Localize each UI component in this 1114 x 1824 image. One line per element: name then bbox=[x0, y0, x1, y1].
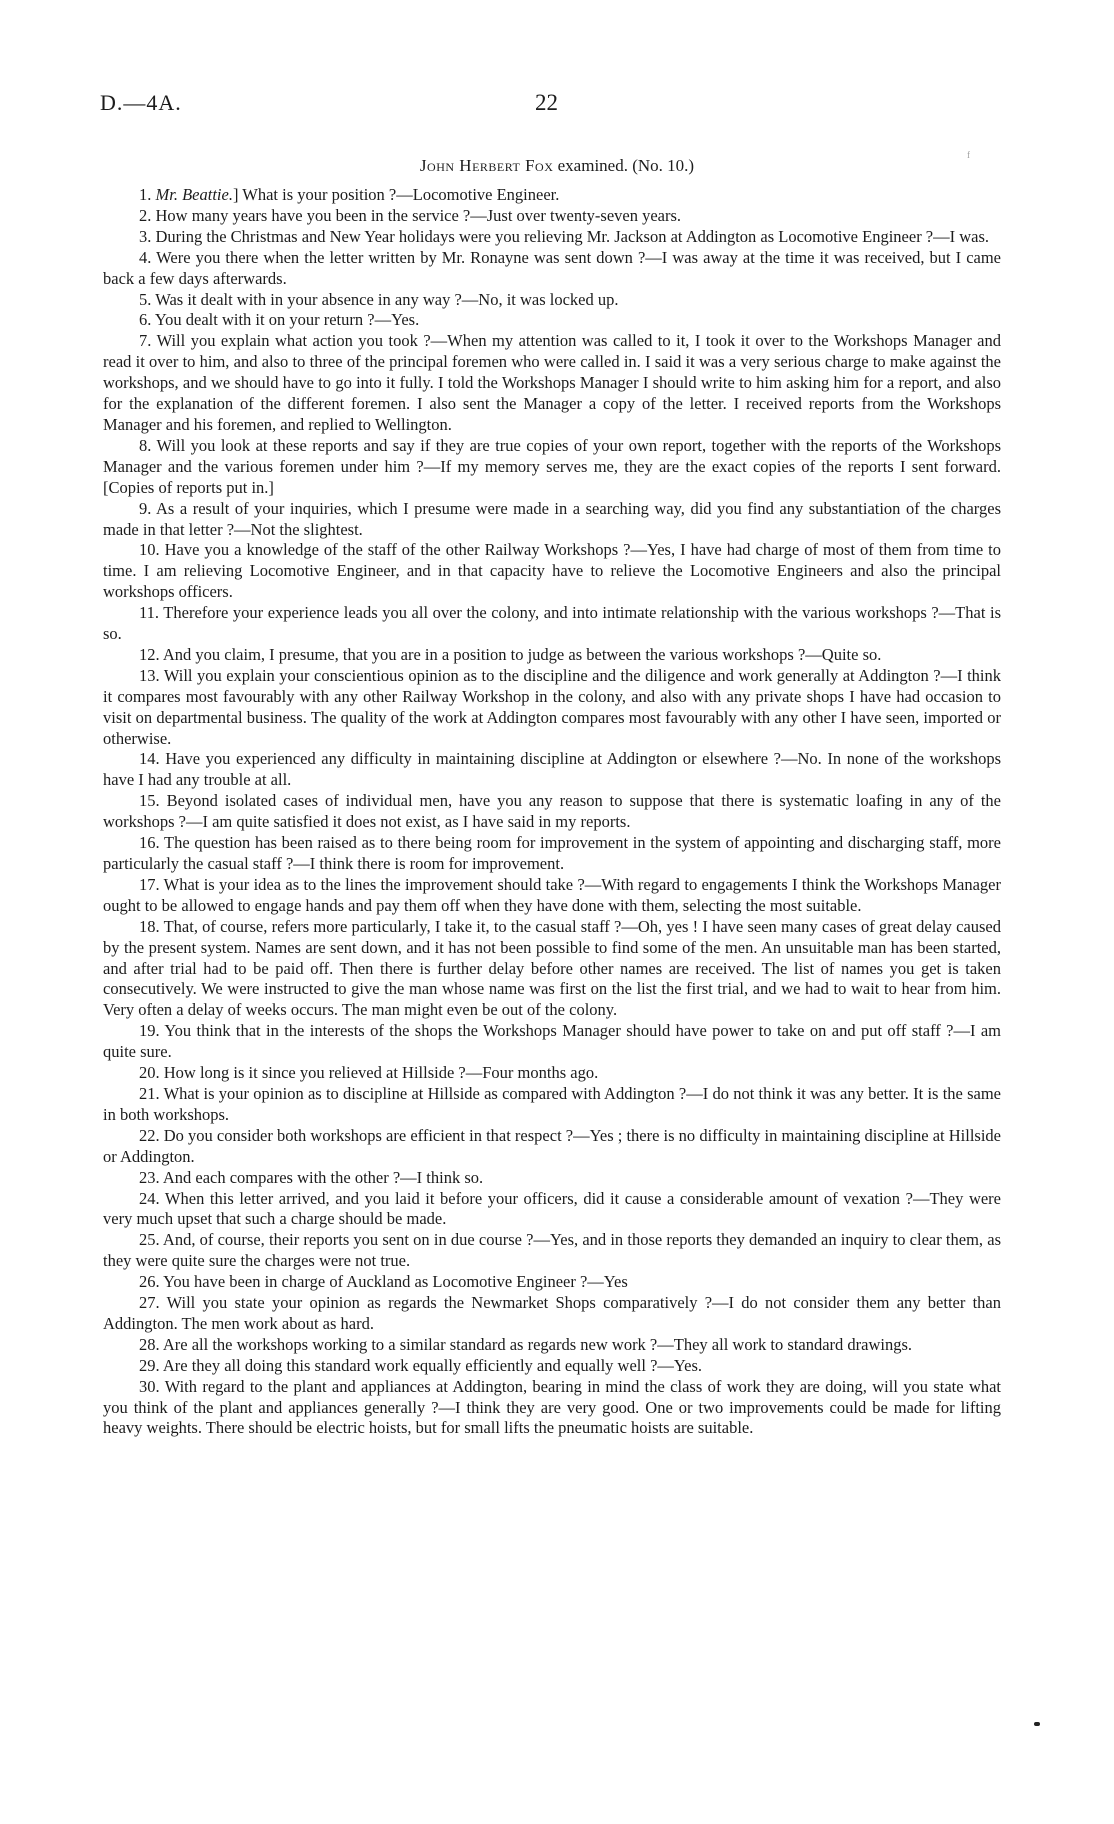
question-answer bbox=[103, 290, 1001, 311]
question-number: 21. bbox=[139, 1083, 160, 1103]
question-answer bbox=[103, 1168, 1001, 1189]
question-answer bbox=[103, 1377, 1001, 1440]
question-text: Do you consider both workshops are efficient in that respect ?—Yes ; there is no difficulty in maintaining discipline at Hillside or Addington. bbox=[103, 1125, 1002, 1166]
question-text: What is your idea as to the lines the improvement should take ?—With regard to engagements I think the Workshops Manager ought to be allowed to engage hands and pay them off when they have done with them, selecting the most suitable. bbox=[103, 874, 1002, 915]
question-text: Beyond isolated cases of individual men, have you any reason to suppose that there is systematic loafing in any of the workshops ?—I am quite satisfied it does not exist, as I have said in my reports. bbox=[103, 791, 1001, 832]
question-number: 27. bbox=[139, 1293, 160, 1313]
question-answer bbox=[103, 227, 1001, 248]
question-text: With regard to the plant and appliances at Addington, bearing in mind the class of work they are doing, will you state what you think of the plant and appliances generally ?—I think they are very good. One or two improvements could be made for lifting heavy weights. There should be electric hoists, but for small lifts the pneumatic hoists are suitable. bbox=[103, 1376, 1002, 1438]
question-number: 5. bbox=[139, 289, 152, 309]
question-text: ] What is your position ?—Locomotive Engineer. bbox=[232, 185, 560, 204]
witness-name: John Herbert Fox bbox=[419, 156, 554, 175]
question-answer bbox=[103, 1084, 1001, 1126]
question-answer bbox=[103, 1335, 1001, 1356]
question-text: Will you explain your conscientious opinion as to the discipline and the diligence and work generally at Addington ?—I think it compares most favourably with any other Railway Workshop in the colony, and also with any private shops I have had occasion to visit on departmental business. The quality of the work at Addington compares most favourably with any other I have seen, imported or otherwise. bbox=[103, 665, 1001, 748]
question-answer bbox=[103, 917, 1001, 1022]
question-number: 15. bbox=[139, 791, 160, 811]
question-text: You think that in the interests of the shops the Workshops Manager should have power to take on and put off staff ?—I am quite sure. bbox=[103, 1021, 1002, 1062]
question-text: Are all the workshops working to a similar standard as regards new work ?—They all work to standard drawings. bbox=[162, 1334, 913, 1354]
question-text: How long is it since you relieved at Hillside ?—Four months ago. bbox=[163, 1063, 599, 1083]
question-number: 19. bbox=[139, 1021, 160, 1041]
question-answer bbox=[103, 1126, 1001, 1168]
question-text: How many years have you been in the service ?—Just over twenty-seven years. bbox=[155, 205, 682, 225]
testimony-body bbox=[103, 185, 1001, 1439]
question-answer bbox=[103, 310, 1001, 331]
document-reference: D.—4A. bbox=[100, 90, 182, 115]
question-number: 25. bbox=[139, 1230, 160, 1250]
question-text: And, of course, their reports you sent on in due course ?—Yes, and in those reports they demanded an inquiry to clear them, as they were quite sure the charges were not true. bbox=[103, 1230, 1001, 1271]
margin-dot bbox=[1034, 1722, 1040, 1726]
question-answer bbox=[103, 436, 1001, 499]
question-number: 18. bbox=[139, 916, 160, 936]
question-answer bbox=[103, 206, 1001, 227]
question-text: Have you experienced any difficulty in maintaining discipline at Addington or elsewhere ?—No. In none of the workshops have I had any trouble at all. bbox=[103, 749, 1002, 790]
question-text: You have been in charge of Auckland as Locomotive Engineer ?—Yes bbox=[163, 1272, 628, 1292]
question-answer bbox=[103, 499, 1001, 541]
question-text: What is your opinion as to discipline at Hillside as compared with Addington ?—I do not think it was any better. It is the same in both workshops. bbox=[103, 1083, 1002, 1124]
question-number: 30. bbox=[139, 1376, 160, 1396]
question-answer bbox=[103, 645, 1001, 666]
question-answer bbox=[103, 331, 1001, 436]
question-answer bbox=[103, 875, 1001, 917]
question-answer bbox=[103, 666, 1001, 750]
question-answer bbox=[103, 1293, 1001, 1335]
question-text: Will you state your opinion as regards the Newmarket Shops comparatively ?—I do not consider them any better than Addington. The men work about as hard. bbox=[103, 1293, 1002, 1333]
question-number: 11. bbox=[139, 603, 160, 623]
question-text: As a result of your inquiries, which I presume were made in a searching way, did you find any substantiation of the charges made in that letter ?—Not the slightest. bbox=[103, 498, 1001, 539]
heading-suffix: examined. (No. 10.) bbox=[553, 156, 695, 175]
question-number: 26. bbox=[139, 1272, 160, 1292]
question-number: 3. bbox=[139, 226, 152, 246]
question-number: 23. bbox=[139, 1167, 160, 1187]
question-number: 4. bbox=[139, 247, 152, 267]
question-answer bbox=[103, 603, 1001, 645]
question-text: And you claim, I presume, that you are in a position to judge as between the various workshops ?—Quite so. bbox=[162, 644, 882, 664]
question-number: 12. bbox=[139, 644, 160, 664]
question-number: 8. bbox=[139, 435, 152, 455]
question-answer bbox=[103, 1230, 1001, 1272]
question-answer bbox=[103, 1021, 1001, 1063]
question-number: 7. bbox=[139, 331, 152, 351]
question-answer bbox=[103, 749, 1001, 791]
question-text: Have you a knowledge of the staff of the other Railway Workshops ?—Yes, I have had charge of most of them from time to time. I am relieving Locomotive Engineer, and in that capacity have to relieve the Locomotive Engineers and also the principal workshops officers. bbox=[103, 540, 1001, 602]
question-number: 22. bbox=[139, 1125, 160, 1145]
examination-heading bbox=[0, 156, 1114, 176]
speaker-label: Mr. Beattie. bbox=[155, 185, 233, 204]
question-text: Are they all doing this standard work equally efficiently and equally well ?—Yes. bbox=[162, 1355, 703, 1375]
question-number: 9. bbox=[139, 498, 152, 518]
question-number: 17. bbox=[139, 874, 160, 894]
question-number: 10. bbox=[139, 540, 160, 560]
question-number: 29. bbox=[139, 1355, 160, 1375]
question-answer bbox=[103, 1189, 1001, 1231]
question-number: 1. bbox=[139, 185, 152, 204]
question-answer bbox=[103, 1356, 1001, 1377]
question-text: The question has been raised as to there being room for improvement in the system of appointing and discharging staff, more particularly the casual staff ?—I think there is room for improvement. bbox=[103, 833, 1001, 873]
question-text: Were you there when the letter written by Mr. Ronayne was sent down ?—I was away at the time it was received, but I came back a few days afterwards. bbox=[103, 247, 1001, 288]
question-text: You dealt with it on your return ?—Yes. bbox=[154, 310, 420, 330]
question-number: 13. bbox=[139, 665, 160, 685]
question-answer bbox=[103, 1063, 1001, 1084]
question-number: 16. bbox=[139, 833, 160, 853]
question-text: And each compares with the other ?—I think so. bbox=[162, 1167, 484, 1187]
question-text: Will you look at these reports and say if they are true copies of your own report, together with the reports of the Workshops Manager and the various foremen under him ?—If my memory serves me, they are the exact copies of the reports I sent forward. [Copies of reports put in.] bbox=[103, 435, 1002, 497]
question-text: Was it dealt with in your absence in any way ?—No, it was locked up. bbox=[155, 289, 619, 309]
question-answer bbox=[103, 833, 1001, 875]
question-number: 14. bbox=[139, 749, 160, 769]
margin-mark: f bbox=[967, 150, 970, 160]
question-answer bbox=[103, 791, 1001, 833]
question-text: Therefore your experience leads you all over the colony, and into intimate relationship with the various workshops ?—That is so. bbox=[103, 603, 1001, 644]
question-number: 6. bbox=[139, 310, 152, 330]
question-answer bbox=[103, 185, 1001, 206]
question-answer bbox=[103, 540, 1001, 603]
page-number: 22 bbox=[535, 90, 558, 115]
question-text: During the Christmas and New Year holidays were you relieving Mr. Jackson at Addington as Locomotive Engineer ?—I was. bbox=[155, 226, 990, 246]
question-number: 20. bbox=[139, 1063, 160, 1083]
question-answer bbox=[103, 1272, 1001, 1293]
question-text: That, of course, refers more particularly, I take it, to the casual staff ?—Oh, yes ! I have seen many cases of great delay caused by the present system. Names are sent down, and it has not been possible to find some of the men. An unsuitable man has been started, and after trial had to be paid off. Then there is further delay before other names are received. The list of names you get is taken consecutively. We were instructed to give the man whose name was first on the list the first trial, and we had to wait to hear from him. Very often a delay of weeks occurs. The man might even be out of the colony. bbox=[103, 916, 1002, 1020]
question-number: 28. bbox=[139, 1334, 160, 1354]
question-text: Will you explain what action you took ?—When my attention was called to it, I took it over to the Workshops Manager and read it over to him, and also to three of the principal foremen who were called in. I said it was a very serious charge to make against the workshops, and we should have to go into it fully. I told the Workshops Manager I should write to him asking him for a report, and also for the explanation of the different foremen. I also sent the Manager a copy of the letter. I received reports from the Workshops Manager and his foremen, and replied to Wellington. bbox=[103, 331, 1002, 434]
question-answer bbox=[103, 248, 1001, 290]
question-number: 24. bbox=[139, 1188, 160, 1208]
question-number: 2. bbox=[139, 205, 152, 225]
question-text: When this letter arrived, and you laid it before your officers, did it cause a considerable amount of vexation ?—They were very much upset that such a charge should be made. bbox=[103, 1188, 1001, 1229]
